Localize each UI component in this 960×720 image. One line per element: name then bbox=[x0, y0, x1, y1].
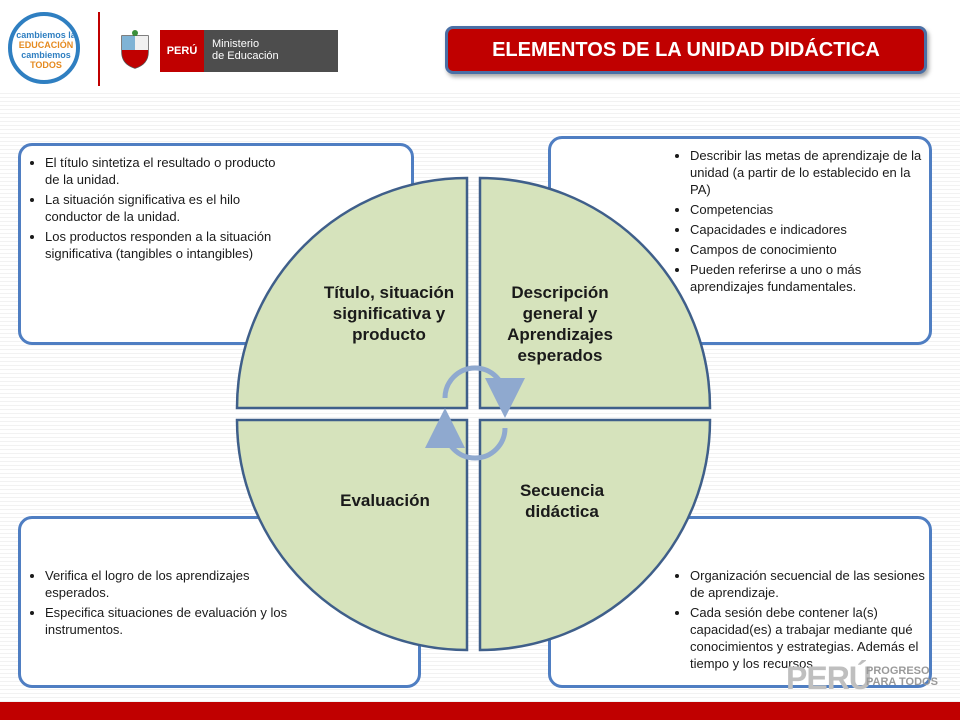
list-item: • Describir las metas de aprendizaje de la unidad (a partir de lo establecido en la PA) bbox=[690, 147, 930, 198]
list-item: • Campos de conocimiento bbox=[690, 241, 930, 258]
quadrant-label-sequence: Secuencia didáctica bbox=[519, 481, 605, 521]
quadrant-bottom-right bbox=[480, 420, 710, 650]
peru-brand-small bbox=[866, 666, 938, 688]
peru-brand-logo bbox=[786, 660, 952, 694]
list-item: • Pueden referirse a uno o más aprendizajes fundamentales. bbox=[690, 261, 930, 295]
ministry-line1: Ministerio bbox=[212, 38, 260, 50]
ministry-country: PERÚ bbox=[160, 30, 204, 72]
campaign-logo-line3: cambiemos bbox=[21, 50, 71, 60]
list-item: • Cada sesión debe contener la(s) capacidad(es) a trabajar mediante qué conocimientos y estrategias. Además el tiempo y los recursos . bbox=[690, 604, 930, 672]
campaign-logo-line2: EDUCACIÓN bbox=[18, 40, 74, 50]
ministry-line2: de Educación bbox=[212, 50, 279, 62]
campaign-logo-line4: TODOS bbox=[30, 60, 62, 70]
campaign-logo-line1: cambiemos la bbox=[16, 30, 76, 40]
list-item: • El título sintetiza el resultado o producto de la unidad. bbox=[45, 154, 293, 188]
quadrant-label-description: Descripción general y Aprendizajes esperados bbox=[507, 283, 613, 365]
list-item: • Especifica situaciones de evaluación y los instrumentos. bbox=[45, 604, 315, 638]
list-item: • Capacidades e indicadores bbox=[690, 221, 930, 238]
list-item: • Competencias bbox=[690, 201, 930, 218]
peru-brand-big: PERÚ bbox=[786, 660, 871, 696]
list-item: • La situación significativa es el hilo conductor de la unidad. bbox=[45, 191, 293, 225]
list-item: • Organización secuencial de las sesiones de aprendizaje. bbox=[690, 567, 930, 601]
list-item: • Los productos responden a la situación significativa (tangibles o intangibles) bbox=[45, 228, 293, 262]
quadrant-label-title: Título, situación significativa y producto bbox=[323, 283, 455, 344]
peru-brand-small-line2: PARA TODOS bbox=[866, 676, 938, 688]
peru-brand-small-line1: PROGRESO bbox=[866, 665, 930, 677]
page-title: ELEMENTOS DE LA UNIDAD DIDÁCTICA bbox=[445, 26, 927, 74]
bottom-bar bbox=[0, 702, 960, 720]
quadrant-label-evaluation: Evaluación bbox=[340, 491, 430, 510]
list-item: • Verifica el logro de los aprendizajes esperados. bbox=[45, 567, 315, 601]
quadrant-bottom-left bbox=[237, 420, 467, 650]
